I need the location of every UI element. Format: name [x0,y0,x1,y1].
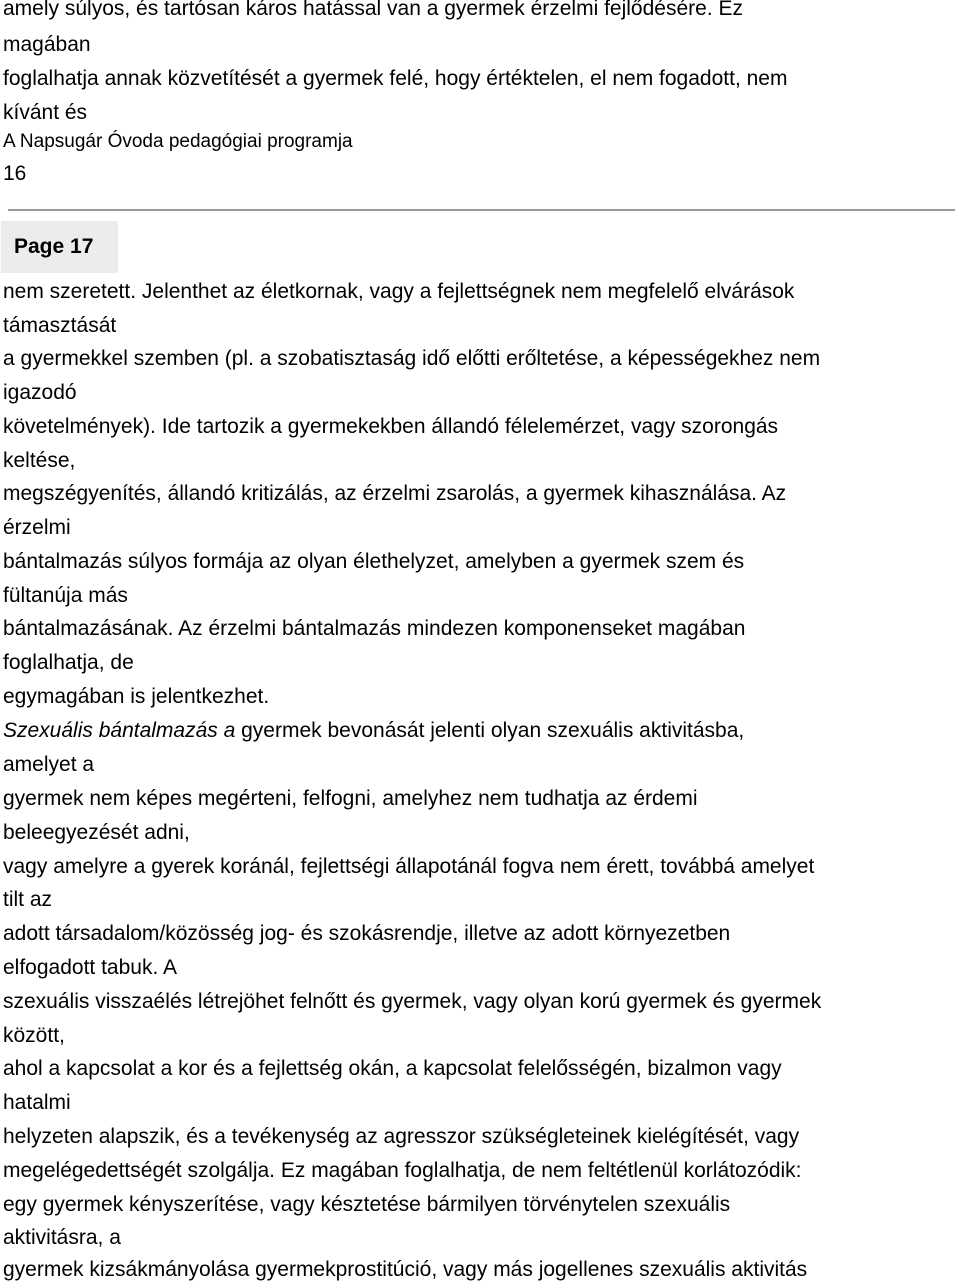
text-line: tilt az [3,888,53,911]
text-line: között, [3,1024,65,1047]
text-line: keltése, [3,449,76,472]
text-line: ahol a kapcsolat a kor és a fejlettség okán, a kapcsolat felelősségén, bizalmon vagy [3,1057,782,1080]
text-span: gyermek bevonását jelenti olyan szexuális aktivitásba, [235,719,745,742]
text-line: bántalmazás súlyos formája az olyan élethelyzet, amelyben a gyermek szem és [3,550,745,573]
text-line: elfogadott tabuk. A [3,956,177,979]
text-line: gyermek nem képes megérteni, felfogni, amelyhez nem tudhatja az érdemi [3,787,698,810]
text-line: támasztását [3,314,117,337]
footer-page-number: 16 [3,162,27,185]
text-line: érzelmi [3,516,71,539]
text-line: amelyet a [3,753,95,776]
text-line: a gyermekkel szemben (pl. a szobatisztaság idő előtti erőltetése, a képességekhez nem [3,347,821,370]
text-line: követelmények). Ide tartozik a gyermekekben állandó félelemérzet, vagy szorongás [3,415,779,438]
text-line: kívánt és [3,101,88,124]
text-line: nem szeretett. Jelenthet az életkornak, vagy a fejlettségnek nem megfelelő elvárások [3,280,795,303]
text-line: igazodó [3,381,77,404]
text-line: foglalhatja annak közvetítését a gyermek felé, hogy értéktelen, el nem fogadott, nem [3,67,788,90]
text-line: helyzeten alapszik, és a tevékenység az agresszor szükségleteinek kielégítését, vagy [3,1125,800,1148]
text-line: adott társadalom/közösség jog- és szokásrendje, illetve az adott környezetben [3,922,731,945]
text-line: aktivitásra, a [3,1226,121,1249]
page-divider [8,209,955,211]
page-label: Page 17 [1,221,118,273]
text-line [3,714,744,748]
text-line: beleegyezését adni, [3,821,190,844]
footer-title: A Napsugár Óvoda pedagógiai programja [3,131,353,152]
text-line: vagy amelyre a gyerek koránál, fejlettségi állapotánál fogva nem érett, továbbá amelyet [3,855,815,878]
text-line: amely súlyos, és tartósan káros hatással van a gyermek érzelmi fejlődésére. Ez [3,0,743,20]
text-line: fültanúja más [3,584,128,607]
text-line: bántalmazásának. Az érzelmi bántalmazás mindezen komponenseket magában [3,617,746,640]
text-line: foglalhatja, de [3,651,134,674]
text-line: egymagában is jelentkezhet. [3,685,270,708]
text-line: hatalmi [3,1091,71,1114]
text-line: megelégedettségét szolgálja. Ez magában foglalhatja, de nem feltétlenül korlátozódik: [3,1159,802,1182]
text-line: megszégyenítés, állandó kritizálás, az érzelmi zsarolás, a gyermek kihasználása. Az [3,482,787,505]
text-line: gyermek kizsákmányolása gyermekprostitúció, vagy más jogellenes szexuális aktivitás [3,1258,808,1281]
text-line: egy gyermek kényszerítése, vagy késztetése bármilyen törvénytelen szexuális [3,1193,731,1216]
text-line: szexuális visszaélés létrejöhet felnőtt és gyermek, vagy olyan korú gyermek és gyermek [3,990,822,1013]
emphasized-term: Szexuális bántalmazás a [3,719,236,742]
text-line: magában [3,33,91,56]
